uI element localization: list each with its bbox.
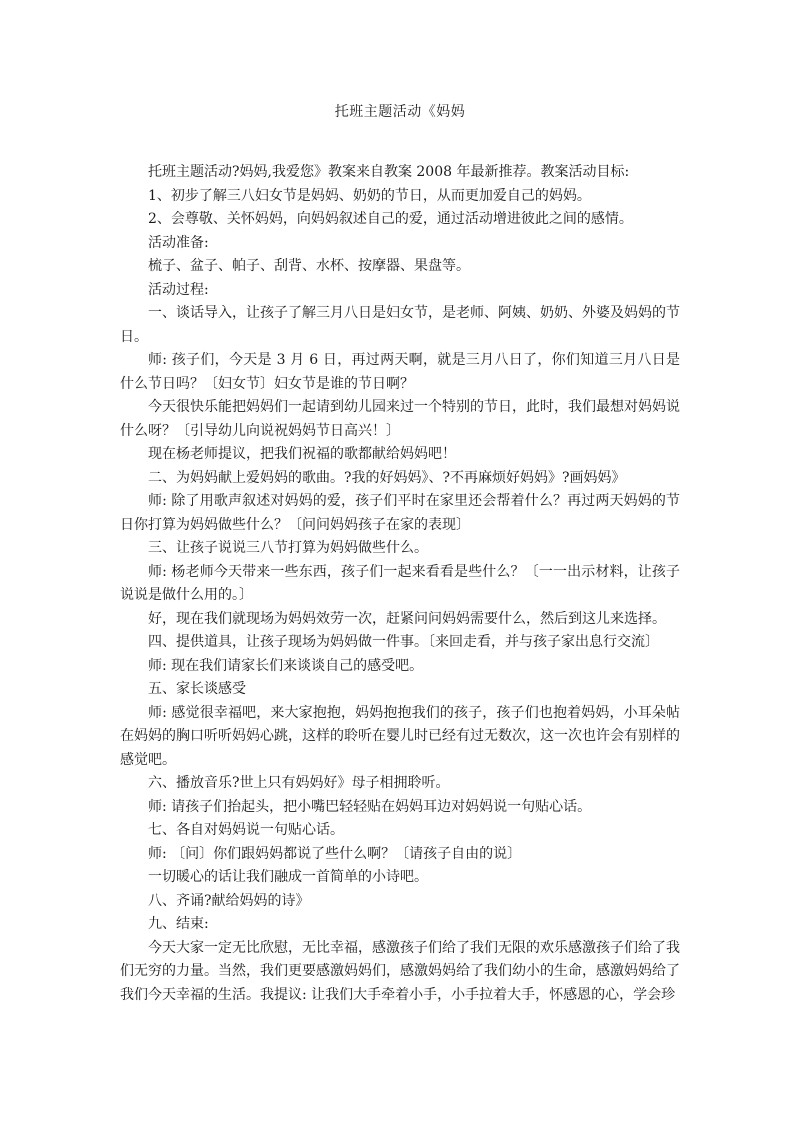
paragraph: 三、让孩子说说三八节打算为妈妈做些什么。 xyxy=(148,540,428,556)
paragraph: 六、播放音乐?世上只有妈妈好》母子相拥聆听。 xyxy=(148,775,450,791)
paragraph: 今天很快乐能把妈妈们一起请到幼儿园来过一个特别的节日，此时，我们最想对妈妈说什么呀？〔引导幼儿向说祝妈妈节日高兴！〕 xyxy=(120,399,680,439)
paragraph: 好，现在我们就现场为妈妈效劳一次，赶紧问问妈妈需要什么，然后到这儿来选择。 xyxy=(148,610,666,627)
paragraph: 四、提供道具，让孩子现场为妈妈做一件事。〔来回走看，并与孩子家出息行交流〕 xyxy=(148,634,659,650)
paragraph: 活动过程: xyxy=(148,281,209,298)
paragraph: 师: 现在我们请家长们来谈谈自己的感受吧。 xyxy=(148,657,424,674)
paragraph: 今天大家一定无比欣慰，无比幸福，感激孩子们给了我们无限的欢乐感激孩子们给了我们无穷的力量。当然，我们更要感激妈妈们，感激妈妈给了我们幼小的生命，感激妈妈给了我们今天幸福的生活。我提议: 让我们大手牵着小手，小手拉着大手，怀感恩的心，学会珍 xyxy=(120,939,680,1003)
document-body xyxy=(120,161,680,1007)
paragraph: 托班主题活动?妈妈,我爱您》教案来自教案 2008 年最新推荐。教案活动目标: xyxy=(148,164,630,180)
paragraph: 师: 〔问〕你们跟妈妈都说了些什么啊？〔请孩子自由的说〕 xyxy=(148,845,522,862)
paragraph: 1、初步了解三八妇女节是妈妈、奶奶的节日，从而更加爱自己的妈妈。 xyxy=(148,187,591,204)
paragraph: 现在杨老师提议，把我们祝福的歌都献给妈妈吧！ xyxy=(148,446,456,462)
paragraph: 活动准备: xyxy=(148,234,209,251)
paragraph: 师: 孩子们，今天是 3 月 6 日，再过两天啊，就是三月八日了，你们知道三月八日是什么节日吗？〔妇女节〕妇女节是谁的节日啊？ xyxy=(120,352,680,392)
paragraph: 师: 除了用歌声叙述对妈妈的爱，孩子们平时在家里还会帮着什么？再过两天妈妈的节日你打算为妈妈做些什么？〔问问妈妈孩子在家的表现〕 xyxy=(120,493,680,533)
paragraph: 师: 杨老师今天带来一些东西，孩子们一起来看看是些什么？〔一一出示材料，让孩子说说是做什么用的。〕 xyxy=(120,563,680,603)
paragraph: 五、家长谈感受 xyxy=(148,681,246,697)
document-title: 托班主题活动《妈妈 xyxy=(334,104,466,120)
paragraph: 一切暖心的话让我们融成一首简单的小诗吧。 xyxy=(148,869,428,885)
paragraph: 2、会尊敬、关怀妈妈，向妈妈叙述自己的爱，通过活动增进彼此之间的感情。 xyxy=(148,211,633,227)
paragraph: 师: 请孩子们抬起头，把小嘴巴轻轻贴在妈妈耳边对妈妈说一句贴心话。 xyxy=(148,798,592,815)
paragraph: 师: 感觉很幸福吧，来大家抱抱，妈妈抱抱我们的孩子，孩子们也抱着妈妈，小耳朵帖在妈妈的胸口听听妈妈心跳，这样的聆听在婴儿时已经有过无数次，这一次也许会有别样的感觉吧。 xyxy=(120,704,680,768)
paragraph: 梳子、盆子、帕子、刮背、水杯、按摩器、果盘等。 xyxy=(148,258,470,274)
paragraph: 二、为妈妈献上爱妈妈的歌曲。?我的好妈妈》、?不再麻烦好妈妈》?画妈妈》 xyxy=(148,469,626,486)
paragraph: 八、齐诵?献给妈妈的诗》 xyxy=(148,892,310,909)
paragraph: 七、各自对妈妈说一句贴心话。 xyxy=(148,822,344,838)
paragraph: 九、结束: xyxy=(148,916,209,932)
paragraph: 一、谈话导入，让孩子了解三月八日是妇女节，是老师、阿姨、奶奶、外婆及妈妈的节日。 xyxy=(120,305,680,345)
